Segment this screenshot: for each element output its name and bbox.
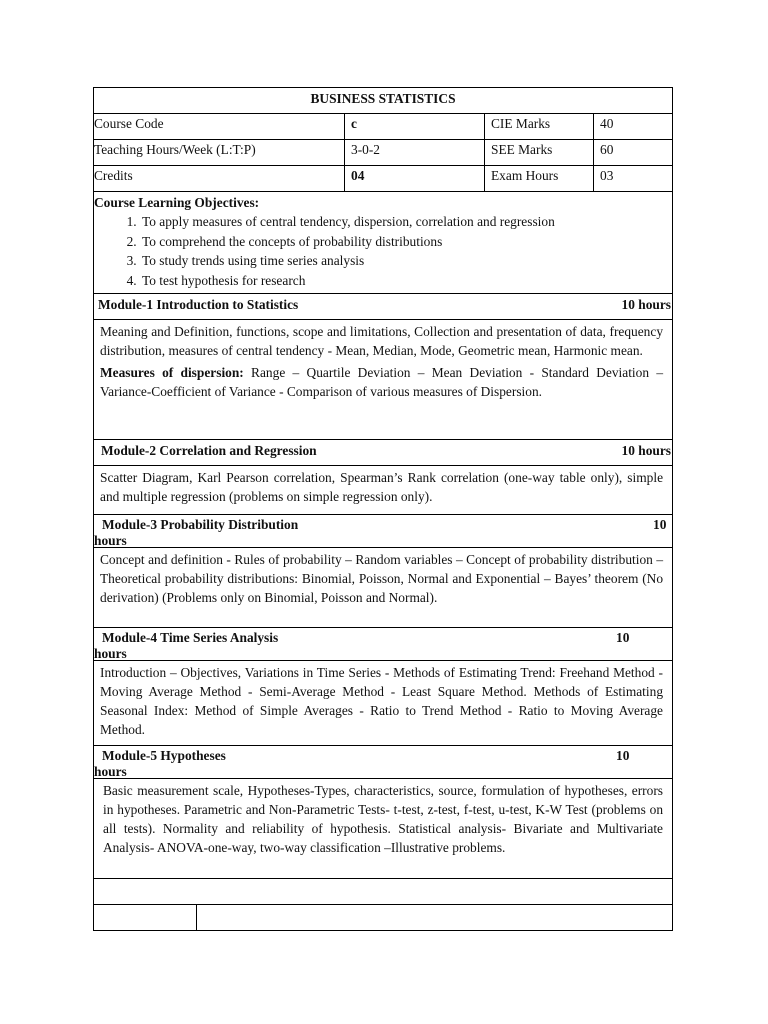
objective-item: 1. To apply measures of central tendency, dispersion, correlation and regression (140, 212, 672, 232)
module-paragraph: Scatter Diagram, Karl Pearson correlation, Spearman’s Rank correlation (one-way table only), simple and multiple regression (problems on simple regression only). (100, 470, 664, 504)
dispersion-label: Measures of dispersion: (100, 365, 244, 380)
module-4-content (94, 661, 673, 746)
module-2-header (94, 440, 673, 466)
module-hours-number: 10 (616, 630, 630, 645)
module-paragraph: Basic measurement scale, Hypotheses-Types, characteristics, source, formulation of hypotheses, errors in hypotheses. Parametric and Non-Parametric Tests- t-test, z-test, f-test, u-test, K-W Test (problems on all tests). Normality and reliability of hypothesis. Statistical analysis- Bivariate and Multivariate Analysis- ANOVA-one-way, two-way classification –Illustrative problems. (103, 783, 664, 855)
module-paragraph-2 (100, 363, 663, 401)
module-1-header (94, 294, 673, 320)
objectives-cell (94, 192, 673, 294)
module-paragraph: Introduction – Objectives, Variations in Time Series - Methods of Estimating Trend: Freehand Method - Moving Average Method - Semi-Average Method - Least Square Method. Methods of Estimating Seasonal Index: Method of Simple Averages - Ratio to Trend Method - Ratio to Moving Average Method. (100, 665, 664, 737)
module-3-header (94, 515, 673, 548)
module-hours: 10 hours (621, 297, 672, 312)
info-label: Teaching Hours/Week (L:T:P) (94, 140, 345, 166)
module-3-content (94, 548, 673, 628)
objective-item: 2. To comprehend the concepts of probability distributions (140, 232, 672, 252)
objective-item: 4. To test hypothesis for research (140, 271, 672, 291)
dispersion-text: Range – Quartile Deviation – Mean Deviation - Standard Deviation – Variance-Coefficient of Variance - Comparison of various measures of Dispersion. (100, 365, 664, 399)
module-title: Module-4 Time Series Analysis (102, 630, 279, 645)
syllabus-document (93, 87, 672, 925)
info-value: 04 (345, 166, 485, 192)
module-hours-number: 10 (616, 748, 630, 763)
info-label2: SEE Marks (485, 140, 594, 166)
module-5-header (94, 746, 673, 779)
info-row-credits (94, 166, 673, 192)
info-value2: 03 (594, 166, 673, 192)
info-row-course-code (94, 114, 673, 140)
info-row-teaching-hours (94, 140, 673, 166)
info-label: Course Code (94, 114, 345, 140)
course-title-cell (94, 88, 673, 114)
empty-row (94, 879, 673, 905)
syllabus-table (93, 87, 673, 931)
module-paragraph: Meaning and Definition, functions, scope and limitations, Collection and presentation of data, frequency distribution, measures of central tendency - Mean, Median, Mode, Geometric mean, Harmonic mean. (100, 324, 664, 358)
module-1-content (94, 320, 673, 440)
module-title: Module-1 Introduction to Statistics (98, 297, 299, 312)
module-title: Module-5 Hypotheses (102, 748, 226, 763)
module-hours-word: hours (94, 533, 127, 548)
module-hours: 10 hours (621, 443, 672, 458)
row-divider (196, 905, 197, 930)
info-value2: 40 (594, 114, 673, 140)
module-5-content (94, 779, 673, 879)
info-value: c (345, 114, 485, 140)
info-label: Credits (94, 166, 345, 192)
empty-split-row (94, 905, 673, 931)
module-hours-word: hours (94, 764, 127, 779)
module-title: Module-2 Correlation and Regression (101, 443, 317, 458)
module-2-content (94, 466, 673, 515)
module-paragraph: Concept and definition - Rules of probability – Random variables – Concept of probability distribution – Theoretical probability distributions: Binomial, Poisson, Normal and Exponential – Bayes’ theorem (No derivation) (Problems only on Binomial, Poisson and Normal). (100, 552, 664, 605)
objective-item: 3. To study trends using time series analysis (140, 251, 672, 271)
info-label2: Exam Hours (485, 166, 594, 192)
module-4-header (94, 628, 673, 661)
objectives-list (94, 212, 672, 290)
module-hours-word: hours (94, 646, 127, 661)
module-title: Module-3 Probability Distribution (102, 517, 299, 532)
info-label2: CIE Marks (485, 114, 594, 140)
info-value: 3-0-2 (345, 140, 485, 166)
course-title: BUSINESS STATISTICS (310, 91, 456, 106)
module-hours-number: 10 (653, 517, 667, 532)
objectives-heading: Course Learning Objectives: (94, 195, 260, 210)
info-value2: 60 (594, 140, 673, 166)
